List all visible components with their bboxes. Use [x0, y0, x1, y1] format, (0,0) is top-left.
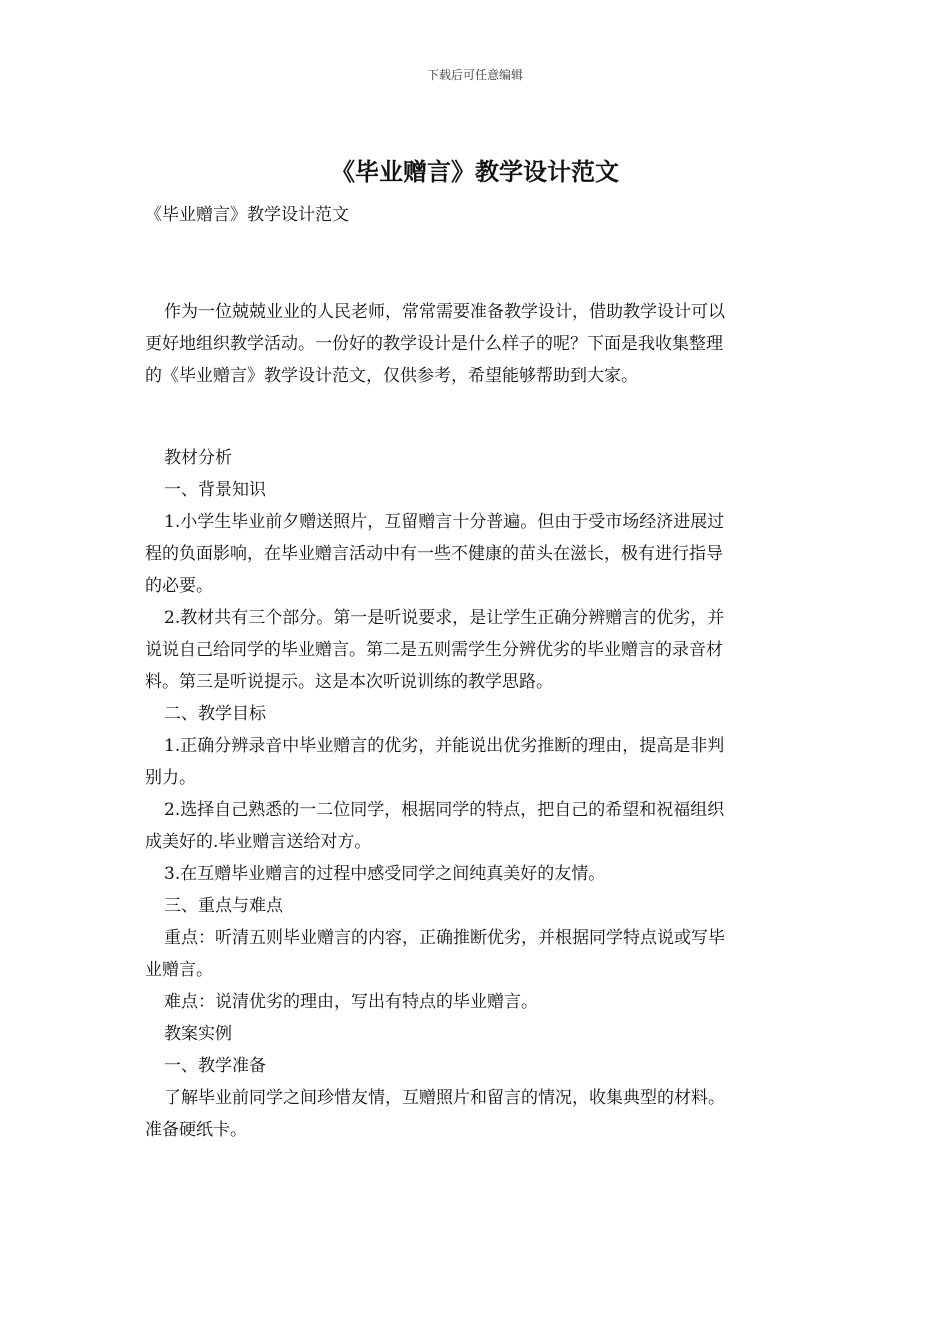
body-line: 说说自己给同学的毕业赠言。第二是五则需学生分辨优劣的毕业赠言的录音材 [145, 640, 723, 660]
document-subtitle: 《毕业赠言》教学设计范文 [145, 205, 349, 225]
body-line: 的必要。 [145, 576, 213, 596]
header-note: 下载后可任意编辑 [426, 68, 523, 82]
body-line: 程的负面影响，在毕业赠言活动中有一些不健康的苗头在滋长，极有进行指导 [145, 544, 723, 564]
body-line: 业赠言。 [145, 960, 213, 980]
body-line: 一、教学准备 [164, 1056, 266, 1076]
body-line: 3.在互赠毕业赠言的过程中感受同学之间纯真美好的友情。 [164, 864, 606, 884]
body-line: 成美好的.毕业赠言送给对方。 [145, 832, 372, 852]
body-line: 教案实例 [164, 1024, 232, 1044]
intro-line: 更好地组织教学活动。一份好的教学设计是什么样子的呢？下面是我收集整理 [145, 334, 723, 354]
body-line: 2.教材共有三个部分。第一是听说要求，是让学生正确分辨赠言的优劣，并 [164, 608, 725, 628]
body-line: 一、背景知识 [164, 480, 266, 500]
body-line: 别力。 [145, 768, 196, 788]
body-line: 难点：说清优劣的理由，写出有特点的毕业赠言。 [164, 992, 538, 1012]
document-title: 《毕业赠言》教学设计范文 [331, 157, 619, 186]
body-line: 三、重点与难点 [164, 896, 283, 916]
body-line: 二、教学目标 [164, 704, 266, 724]
body-line: 1.正确分辨录音中毕业赠言的优劣，并能说出优劣推断的理由，提高是非判 [164, 736, 725, 756]
main-body [145, 442, 810, 1146]
body-line: 重点：听清五则毕业赠言的内容，正确推断优劣，并根据同学特点说或写毕 [164, 928, 725, 948]
body-line: 教材分析 [164, 448, 232, 468]
intro-line: 作为一位兢兢业业的人民老师，常常需要准备教学设计，借助教学设计可以 [164, 302, 725, 322]
body-line: 料。第三是听说提示。这是本次听说训练的教学思路。 [145, 672, 553, 692]
body-line: 了解毕业前同学之间珍惜友情，互赠照片和留言的情况，收集典型的材料。 [164, 1088, 725, 1108]
body-line: 1.小学生毕业前夕赠送照片，互留赠言十分普遍。但由于受市场经济进展过 [164, 512, 725, 532]
body-line: 准备硬纸卡。 [145, 1120, 247, 1140]
body-line: 2.选择自己熟悉的一二位同学，根据同学的特点，把自己的希望和祝福组织 [164, 800, 725, 820]
intro-paragraph [145, 296, 810, 392]
intro-line: 的《毕业赠言》教学设计范文，仅供参考，希望能够帮助到大家。 [145, 366, 638, 386]
